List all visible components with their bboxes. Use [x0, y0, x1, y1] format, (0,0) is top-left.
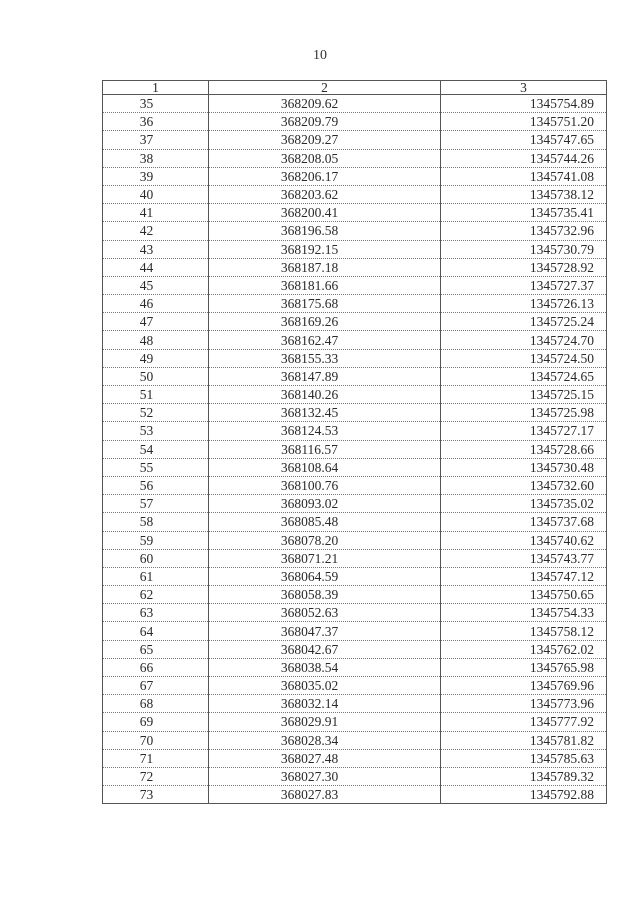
y-coordinate-cell: 1345785.63 — [441, 749, 607, 767]
page-number: 10 — [313, 48, 327, 63]
x-coordinate-cell: 368209.62 — [209, 95, 441, 113]
y-coordinate-cell: 1345727.17 — [441, 422, 607, 440]
table-row — [103, 131, 607, 149]
x-coordinate-cell: 368209.27 — [209, 131, 441, 149]
point-number-cell: 42 — [103, 222, 209, 240]
table-row — [103, 767, 607, 785]
point-number-cell: 55 — [103, 458, 209, 476]
point-number-cell: 45 — [103, 276, 209, 294]
x-coordinate-cell: 368206.17 — [209, 167, 441, 185]
y-coordinate-cell: 1345724.65 — [441, 367, 607, 385]
x-coordinate-cell: 368155.33 — [209, 349, 441, 367]
x-coordinate-cell: 368035.02 — [209, 677, 441, 695]
x-coordinate-cell: 368203.62 — [209, 185, 441, 203]
y-coordinate-cell: 1345751.20 — [441, 113, 607, 131]
column-header-2: 2 — [209, 81, 441, 95]
y-coordinate-cell: 1345727.37 — [441, 276, 607, 294]
point-number-cell: 54 — [103, 440, 209, 458]
table-row — [103, 185, 607, 203]
point-number-cell: 61 — [103, 567, 209, 585]
point-number-cell: 65 — [103, 640, 209, 658]
table-row — [103, 240, 607, 258]
point-number-cell: 35 — [103, 95, 209, 113]
point-number-cell: 43 — [103, 240, 209, 258]
x-coordinate-cell: 368047.37 — [209, 622, 441, 640]
y-coordinate-cell: 1345762.02 — [441, 640, 607, 658]
table-row — [103, 349, 607, 367]
x-coordinate-cell: 368100.76 — [209, 476, 441, 494]
y-coordinate-cell: 1345730.48 — [441, 458, 607, 476]
point-number-cell: 51 — [103, 386, 209, 404]
table-row — [103, 331, 607, 349]
x-coordinate-cell: 368181.66 — [209, 276, 441, 294]
y-coordinate-cell: 1345747.65 — [441, 131, 607, 149]
table-row — [103, 367, 607, 385]
point-number-cell: 46 — [103, 295, 209, 313]
y-coordinate-cell: 1345730.79 — [441, 240, 607, 258]
point-number-cell: 49 — [103, 349, 209, 367]
x-coordinate-cell: 368175.68 — [209, 295, 441, 313]
table-body — [103, 95, 607, 804]
y-coordinate-cell: 1345773.96 — [441, 695, 607, 713]
point-number-cell: 63 — [103, 604, 209, 622]
table-row — [103, 695, 607, 713]
point-number-cell: 62 — [103, 586, 209, 604]
table-row — [103, 640, 607, 658]
table-row — [103, 258, 607, 276]
point-number-cell: 37 — [103, 131, 209, 149]
y-coordinate-cell: 1345777.92 — [441, 713, 607, 731]
x-coordinate-cell: 368124.53 — [209, 422, 441, 440]
point-number-cell: 41 — [103, 204, 209, 222]
table-row — [103, 513, 607, 531]
y-coordinate-cell: 1345728.92 — [441, 258, 607, 276]
x-coordinate-cell: 368052.63 — [209, 604, 441, 622]
table-row — [103, 549, 607, 567]
x-coordinate-cell: 368187.18 — [209, 258, 441, 276]
x-coordinate-cell: 368147.89 — [209, 367, 441, 385]
table-row — [103, 586, 607, 604]
y-coordinate-cell: 1345744.26 — [441, 149, 607, 167]
x-coordinate-cell: 368140.26 — [209, 386, 441, 404]
point-number-cell: 47 — [103, 313, 209, 331]
point-number-cell: 57 — [103, 495, 209, 513]
table-row — [103, 149, 607, 167]
x-coordinate-cell: 368038.54 — [209, 658, 441, 676]
table-row — [103, 749, 607, 767]
y-coordinate-cell: 1345735.41 — [441, 204, 607, 222]
point-number-cell: 38 — [103, 149, 209, 167]
x-coordinate-cell: 368032.14 — [209, 695, 441, 713]
table-row — [103, 404, 607, 422]
x-coordinate-cell: 368027.30 — [209, 767, 441, 785]
point-number-cell: 70 — [103, 731, 209, 749]
y-coordinate-cell: 1345725.15 — [441, 386, 607, 404]
table-row — [103, 604, 607, 622]
point-number-cell: 60 — [103, 549, 209, 567]
y-coordinate-cell: 1345732.60 — [441, 476, 607, 494]
x-coordinate-cell: 368196.58 — [209, 222, 441, 240]
point-number-cell: 72 — [103, 767, 209, 785]
x-coordinate-cell: 368042.67 — [209, 640, 441, 658]
point-number-cell: 67 — [103, 677, 209, 695]
y-coordinate-cell: 1345754.33 — [441, 604, 607, 622]
point-number-cell: 48 — [103, 331, 209, 349]
y-coordinate-cell: 1345724.50 — [441, 349, 607, 367]
y-coordinate-cell: 1345726.13 — [441, 295, 607, 313]
x-coordinate-cell: 368209.79 — [209, 113, 441, 131]
point-number-cell: 58 — [103, 513, 209, 531]
y-coordinate-cell: 1345781.82 — [441, 731, 607, 749]
table-row — [103, 731, 607, 749]
x-coordinate-cell: 368064.59 — [209, 567, 441, 585]
x-coordinate-cell: 368162.47 — [209, 331, 441, 349]
point-number-cell: 56 — [103, 476, 209, 494]
table-row — [103, 458, 607, 476]
y-coordinate-cell: 1345728.66 — [441, 440, 607, 458]
y-coordinate-cell: 1345765.98 — [441, 658, 607, 676]
point-number-cell: 50 — [103, 367, 209, 385]
point-number-cell: 59 — [103, 531, 209, 549]
x-coordinate-cell: 368027.48 — [209, 749, 441, 767]
x-coordinate-cell: 368108.64 — [209, 458, 441, 476]
table-row — [103, 204, 607, 222]
coordinates-table — [102, 80, 607, 804]
x-coordinate-cell: 368027.83 — [209, 786, 441, 804]
point-number-cell: 69 — [103, 713, 209, 731]
y-coordinate-cell: 1345735.02 — [441, 495, 607, 513]
x-coordinate-cell: 368078.20 — [209, 531, 441, 549]
x-coordinate-cell: 368116.57 — [209, 440, 441, 458]
table-row — [103, 422, 607, 440]
y-coordinate-cell: 1345769.96 — [441, 677, 607, 695]
point-number-cell: 66 — [103, 658, 209, 676]
table-row — [103, 786, 607, 804]
column-header-3: 3 — [441, 81, 607, 95]
x-coordinate-cell: 368169.26 — [209, 313, 441, 331]
x-coordinate-cell: 368071.21 — [209, 549, 441, 567]
y-coordinate-cell: 1345789.32 — [441, 767, 607, 785]
x-coordinate-cell: 368093.02 — [209, 495, 441, 513]
table-row — [103, 295, 607, 313]
y-coordinate-cell: 1345750.65 — [441, 586, 607, 604]
table-row — [103, 95, 607, 113]
y-coordinate-cell: 1345724.70 — [441, 331, 607, 349]
table-row — [103, 567, 607, 585]
y-coordinate-cell: 1345725.98 — [441, 404, 607, 422]
x-coordinate-cell: 368208.05 — [209, 149, 441, 167]
x-coordinate-cell: 368058.39 — [209, 586, 441, 604]
table-row — [103, 222, 607, 240]
table-row — [103, 113, 607, 131]
x-coordinate-cell: 368132.45 — [209, 404, 441, 422]
y-coordinate-cell: 1345738.12 — [441, 185, 607, 203]
table-row — [103, 386, 607, 404]
column-header-1: 1 — [103, 81, 209, 95]
x-coordinate-cell: 368085.48 — [209, 513, 441, 531]
table-row — [103, 677, 607, 695]
y-coordinate-cell: 1345741.08 — [441, 167, 607, 185]
table-row — [103, 167, 607, 185]
table-row — [103, 658, 607, 676]
y-coordinate-cell: 1345747.12 — [441, 567, 607, 585]
table-row — [103, 495, 607, 513]
point-number-cell: 39 — [103, 167, 209, 185]
y-coordinate-cell: 1345792.88 — [441, 786, 607, 804]
y-coordinate-cell: 1345743.77 — [441, 549, 607, 567]
point-number-cell: 36 — [103, 113, 209, 131]
point-number-cell: 52 — [103, 404, 209, 422]
table-row — [103, 476, 607, 494]
point-number-cell: 64 — [103, 622, 209, 640]
x-coordinate-cell: 368028.34 — [209, 731, 441, 749]
x-coordinate-cell: 368029.91 — [209, 713, 441, 731]
point-number-cell: 68 — [103, 695, 209, 713]
y-coordinate-cell: 1345740.62 — [441, 531, 607, 549]
table-row — [103, 276, 607, 294]
table-row — [103, 531, 607, 549]
table-row — [103, 622, 607, 640]
table-row — [103, 713, 607, 731]
point-number-cell: 71 — [103, 749, 209, 767]
y-coordinate-cell: 1345732.96 — [441, 222, 607, 240]
x-coordinate-cell: 368200.41 — [209, 204, 441, 222]
point-number-cell: 73 — [103, 786, 209, 804]
header-row — [103, 81, 607, 95]
table-row — [103, 313, 607, 331]
y-coordinate-cell: 1345725.24 — [441, 313, 607, 331]
table-row — [103, 440, 607, 458]
point-number-cell: 53 — [103, 422, 209, 440]
y-coordinate-cell: 1345754.89 — [441, 95, 607, 113]
point-number-cell: 44 — [103, 258, 209, 276]
y-coordinate-cell: 1345737.68 — [441, 513, 607, 531]
point-number-cell: 40 — [103, 185, 209, 203]
table-header — [103, 81, 607, 95]
y-coordinate-cell: 1345758.12 — [441, 622, 607, 640]
x-coordinate-cell: 368192.15 — [209, 240, 441, 258]
